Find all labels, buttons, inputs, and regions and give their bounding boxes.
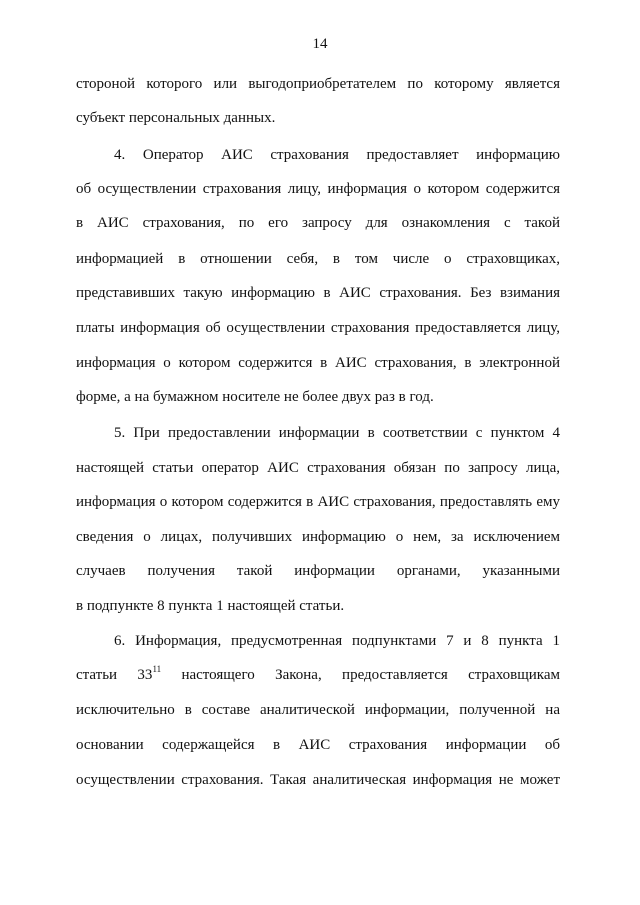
- text-line: случаев получения такой информации органами, указанными: [76, 563, 560, 579]
- text-line: стороной которого или выгодоприобретателем по которому является: [76, 76, 560, 92]
- text-line: осуществлении страхования. Такая аналитическая информация не может: [76, 772, 560, 788]
- text-line: в АИС страхования, по его запросу для ознакомления с такой: [76, 215, 560, 231]
- text-line: субъект персональных данных.: [76, 110, 276, 126]
- text-line: настоящей статьи оператор АИС страхования обязан по запросу лица,: [76, 460, 560, 476]
- paragraph-start-line: 6. Информация, предусмотренная подпунктами 7 и 8 пункта 1: [114, 633, 560, 649]
- paragraph-start-line: 5. При предоставлении информации в соответствии с пунктом 4: [114, 425, 560, 441]
- text-line: представивших такую информацию в АИС страхования. Без взимания: [76, 285, 560, 301]
- text-line: информацией в отношении себя, в том числе о страховщиках,: [76, 251, 560, 267]
- text-line: сведения о лицах, получивших информацию о нем, за исключением: [76, 529, 560, 545]
- text-segment: настоящего Закона, предоставляется страховщикам: [161, 667, 561, 683]
- text-line: в подпункте 8 пункта 1 настоящей статьи.: [76, 598, 345, 614]
- text-line: платы информация об осуществлении страхования предоставляется лицу,: [76, 320, 560, 336]
- text-line: форме, а на бумажном носителе не более двух раз в год.: [76, 389, 434, 405]
- text-line: информация о котором содержится в АИС страхования, в электронной: [76, 355, 560, 371]
- text-segment: статьи 33: [76, 667, 153, 683]
- text-line: исключительно в составе аналитической информации, полученной на: [76, 702, 560, 718]
- superscript-number: 11: [152, 664, 162, 674]
- page-number: 14: [312, 36, 328, 52]
- paragraph-start-line: 4. Оператор АИС страхования предоставляет информацию: [114, 147, 560, 163]
- text-line: об осуществлении страхования лицу, информация о котором содержится: [76, 181, 560, 197]
- text-line: информация о котором содержится в АИС страхования, предоставлять ему: [76, 494, 560, 510]
- text-line-with-superscript: [76, 665, 560, 685]
- text-line: основании содержащейся в АИС страхования информации об: [76, 737, 560, 753]
